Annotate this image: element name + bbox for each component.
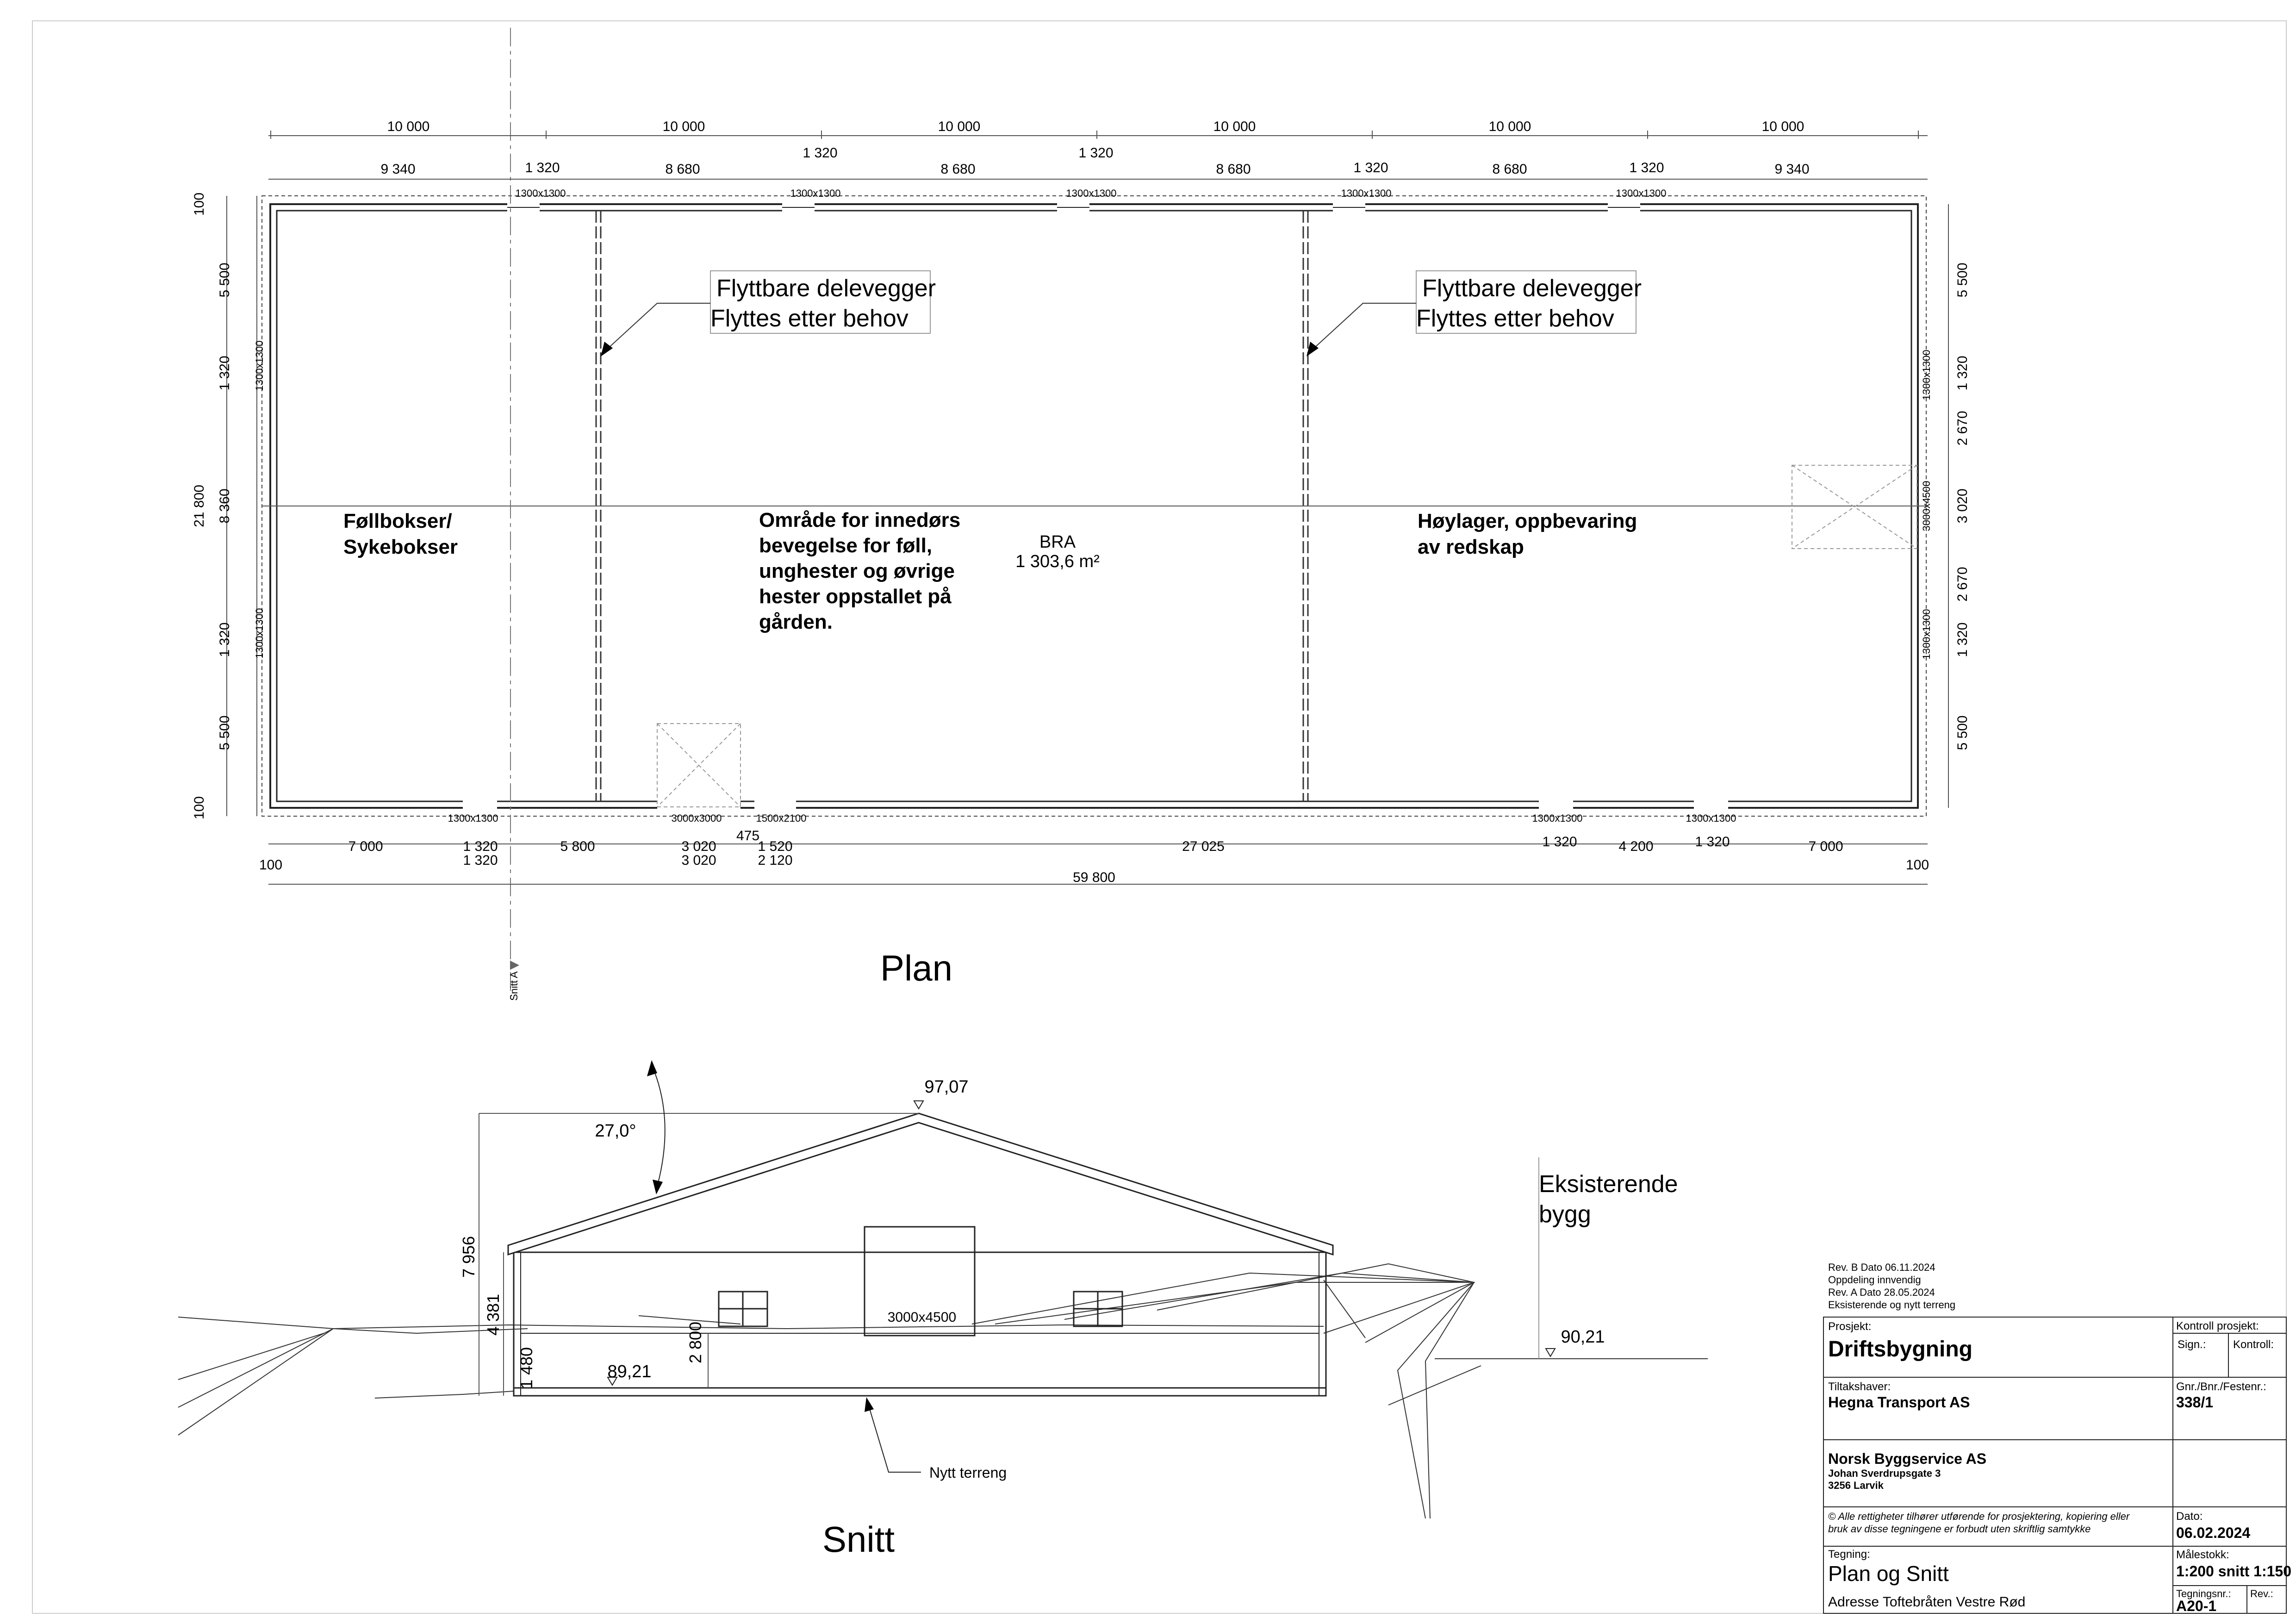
right-window-tag: 1300x1300	[1921, 350, 1932, 400]
inner-height: 2 800	[686, 1321, 705, 1364]
top-dim-row2: 8 680	[1492, 162, 1527, 177]
bottom-dim: 27 025	[1182, 839, 1225, 854]
project-label: Prosjekt:	[1828, 1320, 1872, 1333]
top-dim-row1: 10 000	[1761, 119, 1804, 134]
top-dim-row2: 8 680	[1216, 162, 1251, 177]
top-dim-row2: 1 320	[803, 145, 838, 161]
bottom-tag: 1500x2100	[756, 812, 807, 824]
left-dim: 8 360	[217, 488, 232, 524]
bottom-dim: 1 520	[758, 839, 793, 854]
gnr-label: Gnr./Bnr./Festenr.:	[2176, 1380, 2266, 1393]
scale: 1:200 snitt 1:150	[2176, 1563, 2292, 1580]
bottom-total-dim: 59 800	[1073, 870, 1115, 885]
control2-label: Kontroll:	[2233, 1338, 2274, 1351]
drawing-name: Plan og Snitt	[1828, 1562, 1949, 1586]
room-right-line: Høylager, oppbevaring	[1418, 510, 1637, 532]
existing-label-line: Eksisterende	[1539, 1171, 1678, 1198]
bottom-tag: 3000x3000	[671, 812, 722, 824]
callout-line1: Flyttbare delevegger	[716, 275, 936, 302]
room-middle-line: bevegelse for føll,	[759, 534, 933, 557]
callout-line1: Flyttbare delevegger	[1422, 275, 1642, 302]
height-total: 7 956	[459, 1236, 478, 1278]
left-dim: 1 320	[217, 622, 232, 657]
left-dim: 100	[192, 796, 207, 820]
top-dim-row2: 1 320	[1078, 145, 1114, 161]
right-dim: 2 670	[1955, 411, 1970, 446]
angle-arrow	[653, 1180, 663, 1194]
area-value: 1 303,6 m²	[1015, 552, 1100, 571]
owner: Hegna Transport AS	[1828, 1394, 1970, 1411]
room-middle-line: Område for innedørs	[759, 509, 961, 531]
section-view	[178, 1060, 1708, 1560]
right-window-tag: 1300x1300	[1921, 609, 1932, 660]
bottom-tag: 1300x1300	[1686, 812, 1736, 824]
terrain-leader-arrow	[865, 1397, 874, 1412]
right-dim: 3 020	[1955, 488, 1970, 524]
section-window	[1074, 1292, 1122, 1326]
existing-label-line: bygg	[1539, 1201, 1591, 1228]
bottom-end-dim: 100	[1905, 857, 1929, 873]
rev-label: Rev.:	[2250, 1588, 2273, 1599]
room-right-line: av redskap	[1418, 536, 1524, 558]
section-title: Snitt	[822, 1519, 895, 1560]
window-tag: 1300x1300	[1066, 187, 1117, 199]
window-tag: 1300x1300	[515, 187, 566, 199]
revision-line: Eksisterende og nytt terreng	[1828, 1299, 1956, 1311]
section-window	[719, 1292, 767, 1326]
owner-label: Tiltakshaver:	[1828, 1380, 1891, 1393]
company: Norsk Byggservice AS	[1828, 1450, 1987, 1467]
bottom-dim: 3 020	[681, 853, 716, 868]
right-window-tag: 3000x4500	[1921, 481, 1932, 531]
bottom-dim: 7 000	[348, 839, 383, 854]
right-dim: 5 500	[1955, 262, 1970, 298]
bottom-dim: 7 000	[1808, 839, 1843, 854]
bottom-dim: 1 320	[1542, 834, 1577, 849]
address-line: Adresse Toftebråten Vestre Rød	[1828, 1594, 2026, 1610]
right-dim: 1 320	[1955, 622, 1970, 657]
top-dims-row1	[387, 119, 1804, 134]
door-3000x4500	[1792, 465, 1917, 549]
callout-line2: Flyttes etter behov	[710, 305, 908, 332]
bottom-dim: 4 200	[1618, 839, 1654, 854]
door-3000x3000	[657, 724, 740, 807]
callout-line2: Flyttes etter behov	[1416, 305, 1614, 332]
top-dim-row2: 8 680	[665, 162, 700, 177]
window-tag: 1300x1300	[1616, 187, 1667, 199]
roof-angle-arc	[652, 1065, 665, 1190]
top-dim-row2: 1 320	[1353, 160, 1388, 175]
bottom-dim: 2 120	[758, 853, 793, 868]
bottom-tag: 1300x1300	[448, 812, 498, 824]
bottom-dim: 1 320	[463, 853, 498, 868]
top-dim-row2: 1 320	[1629, 160, 1664, 175]
window-tag: 1300x1300	[790, 187, 841, 199]
project-name: Driftsbygning	[1828, 1337, 1972, 1362]
top-dims-row2	[380, 145, 1809, 177]
top-dimension-ticks	[271, 131, 1918, 139]
left-window-tag: 1300x1300	[254, 340, 265, 391]
bottom-dim: 1 320	[1695, 834, 1730, 849]
ridge-level-marker	[914, 1101, 923, 1109]
bottom-dim: 3 020	[681, 839, 716, 854]
bottom-end-dim: 100	[259, 857, 283, 873]
date-label: Dato:	[2176, 1510, 2203, 1523]
room-middle-line: hester oppstallet på	[759, 585, 952, 608]
top-dim-row2: 9 340	[380, 162, 416, 177]
company-address: Johan Sverdrupsgate 3	[1828, 1468, 1941, 1479]
plan-view	[192, 28, 1970, 1001]
roof-angle: 27,0°	[595, 1121, 636, 1141]
section-marker-arrow	[510, 961, 519, 970]
drawing-no-label: Tegningsnr.:	[2176, 1588, 2231, 1599]
left-total-dim: 21 800	[192, 485, 207, 527]
right-dim: 2 670	[1955, 567, 1970, 602]
existing-level: 90,21	[1561, 1327, 1605, 1347]
section-marker: Snitt A	[508, 971, 520, 1001]
height-base: 1 480	[517, 1347, 536, 1389]
room-middle-line: unghester og øvrige	[759, 560, 955, 582]
revision-line: Rev. B Dato 06.11.2024	[1828, 1262, 1935, 1273]
scale-label: Målestokk:	[2176, 1549, 2229, 1561]
floor-level: 89,21	[607, 1362, 652, 1381]
top-window-tags	[516, 187, 1667, 199]
height-wall: 4 381	[484, 1293, 503, 1336]
left-dim: 5 500	[217, 715, 232, 750]
drawing-label: Tegning:	[1828, 1548, 1870, 1561]
right-dims	[1955, 262, 1970, 750]
control-label: Kontroll prosjekt:	[2176, 1320, 2259, 1332]
partition-callout-1	[601, 271, 936, 356]
revision-line: Rev. A Dato 28.05.2024	[1828, 1287, 1935, 1298]
top-dim-row1: 10 000	[1213, 119, 1256, 134]
company-address: 3256 Larvik	[1828, 1480, 1884, 1491]
copyright-line: © Alle rettigheter tilhører utførende for prosjektering, kopiering eller	[1828, 1511, 2130, 1522]
right-dim: 1 320	[1955, 356, 1970, 391]
top-dim-row1: 10 000	[662, 119, 705, 134]
terrain-label: Nytt terreng	[929, 1464, 1007, 1481]
date: 06.02.2024	[2176, 1524, 2251, 1541]
left-window-tag: 1300x1300	[254, 608, 265, 659]
bottom-dim: 5 800	[560, 839, 595, 854]
top-dim-row2: 9 340	[1774, 162, 1810, 177]
bottom-tag: 1300x1300	[1532, 812, 1583, 824]
sign-label: Sign.:	[2178, 1338, 2206, 1351]
window-tag: 1300x1300	[1341, 187, 1392, 199]
left-dim: 1 320	[217, 356, 232, 391]
top-dim-row1: 10 000	[938, 119, 981, 134]
bottom-dim: 1 320	[463, 839, 498, 854]
copyright-line: bruk av disse tegningene er forbudt uten skriftlig samtykke	[1828, 1523, 2091, 1535]
top-dim-row1: 10 000	[387, 119, 430, 134]
left-dim: 5 500	[217, 262, 232, 298]
existing-level-marker	[1546, 1349, 1555, 1356]
right-dim: 5 500	[1955, 715, 1970, 750]
room-middle-line: gården.	[759, 611, 833, 633]
room-left-line: Sykebokser	[343, 536, 458, 558]
top-dim-row2: 1 320	[525, 160, 560, 175]
room-left-line: Føllbokser/	[343, 510, 452, 532]
title-block	[1823, 1262, 2291, 1614]
top-dim-row1: 10 000	[1488, 119, 1531, 134]
ridge-level: 97,07	[924, 1077, 969, 1097]
bottom-dim: 475	[736, 828, 760, 843]
section-door-label: 3000x4500	[887, 1310, 957, 1325]
area-label: BRA	[1039, 532, 1076, 552]
partition-callout-2	[1307, 271, 1642, 356]
left-dim: 100	[192, 192, 207, 216]
terrain-leader	[868, 1403, 921, 1472]
drawing-no: A20-1	[2176, 1598, 2217, 1614]
revision-line: Oppdeling innvendig	[1828, 1274, 1921, 1286]
plan-title: Plan	[880, 948, 953, 988]
top-dim-row2: 8 680	[940, 162, 976, 177]
gnr: 338/1	[2176, 1394, 2214, 1411]
